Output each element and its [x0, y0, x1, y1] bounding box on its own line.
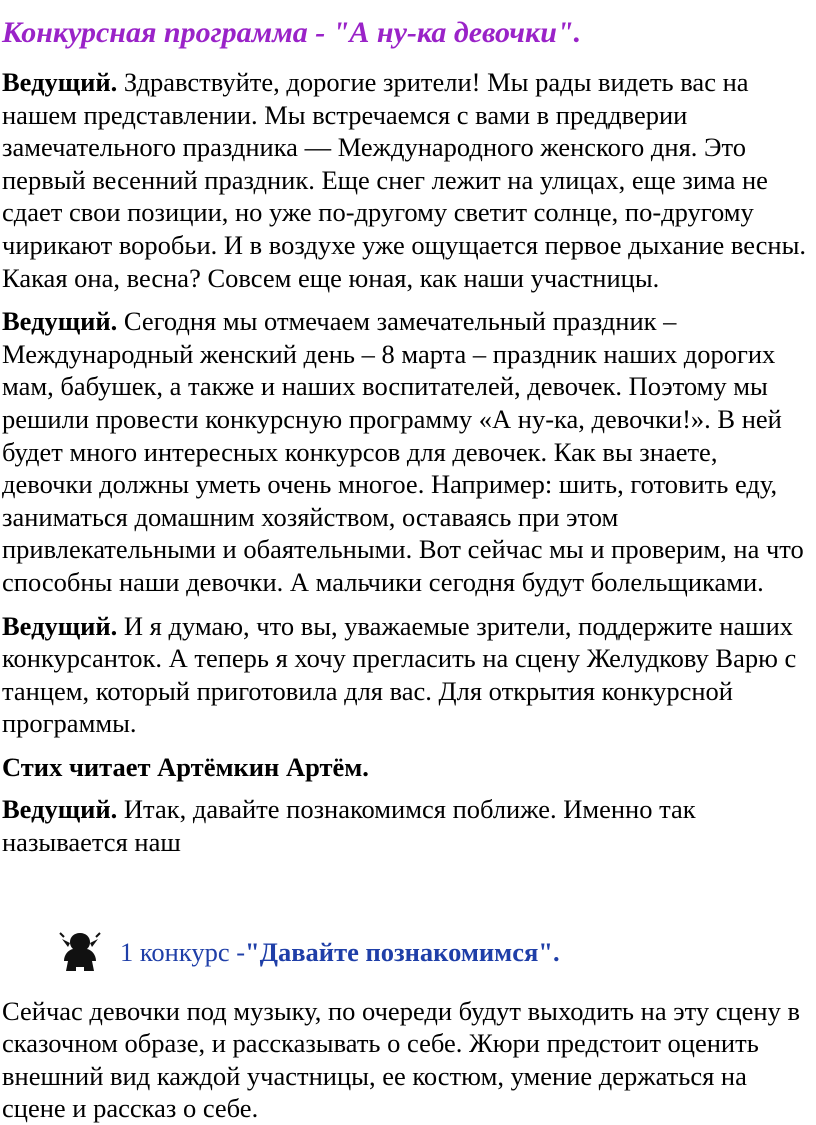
speaker-label: Ведущий. — [2, 306, 118, 337]
speaker-label: Ведущий. — [2, 794, 118, 825]
paragraph-1 — [2, 66, 808, 294]
paragraph-3 — [2, 610, 808, 740]
speaker-label: Ведущий. — [2, 67, 118, 97]
poem-announcement: Стих читает Артёмкин Артём. — [2, 751, 369, 782]
paragraph-text: Сегодня мы отмечаем замечательный праздник – Международный женский день – 8 марта – праздник наших дорогих мам, бабушек, а также и наших воспитателей, девочек. Поэтому мы решили провести конкурсную программу «А ну-ка, девочки!». В ней будет много интересных конкурсов для девочек. Как вы знаете, девочки должны уметь очень многое. Например: шить, готовить еду, заниматься домашним хозяйством, оставаясь при этом привлекательными и обаятельными. Вот сейчас мы и проверим, на что способны наши девочки. А мальчики сегодня будут болельщиками. — [2, 306, 804, 597]
speaker-label: Ведущий. — [2, 610, 118, 641]
paragraph-2 — [2, 305, 808, 598]
contest-number: 1 конкурс - — [120, 936, 246, 967]
page-title: Конкурсная программа - "А ну-ка девочки". — [2, 16, 582, 49]
paragraph-4 — [2, 793, 808, 858]
paragraph-text: Здравствуйте, дорогие зрители! Мы рады видеть вас на нашем представлении. Мы встречаемся с вами в преддверии замечательного праздника — Международного женского дня. Это первый весенний праздник. Еще снег лежит на улицах, еще зима не сдает свои позиции, но уже по-другому светит солнце, по-другому чирикают воробьи. И в воздухе уже ощущается первое дыхание весны. Какая она, весна? Совсем еще юная, как наши участницы. — [2, 67, 806, 293]
paragraph-text: И я думаю, что вы, уважаемые зрители, поддержите наших конкурсанток. А теперь я хочу прегласить на сцену Желудкову Варю с танцем, который приготовила для вас. Для открытия конкурсной программы. — [2, 610, 797, 739]
contest-name: "Давайте познакомимся". — [245, 936, 560, 967]
paragraph-text: Итак, давайте познакомимся поближе. Именно так называется наш — [2, 794, 696, 858]
contest-description: Сейчас девочки под музыку, по очереди будут выходить на эту сцену в сказочном образе, и рассказывать о себе. Жюри предстоит оценить внешний вид каждой участницы, ее костюм, умение держаться на сцене и рассказ о себе. — [2, 995, 800, 1124]
girl-silhouette-icon — [54, 929, 106, 975]
contest-heading — [2, 929, 808, 975]
